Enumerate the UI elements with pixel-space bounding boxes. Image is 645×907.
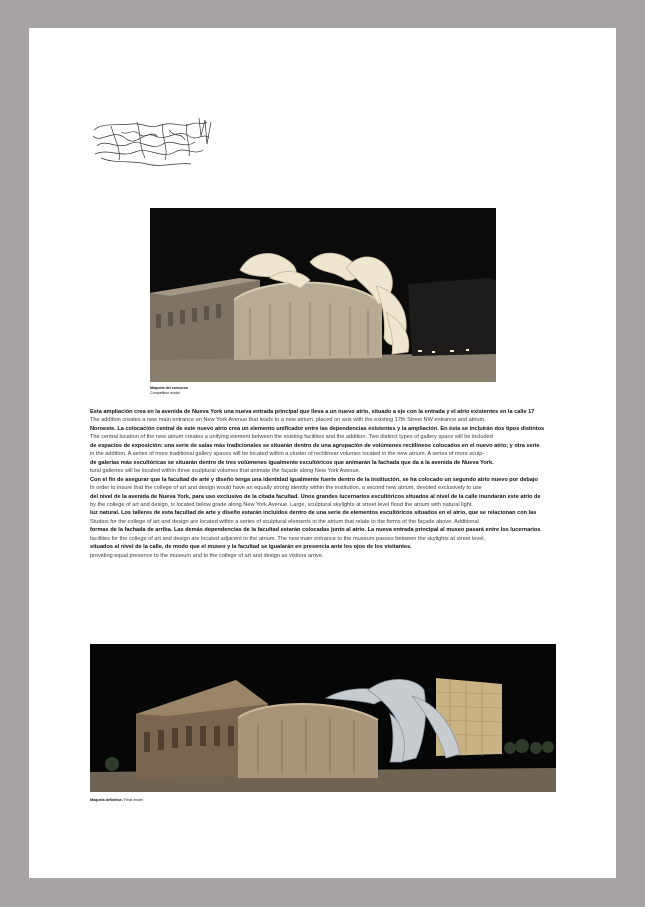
caption-english: Final model [124,798,143,802]
paragraph-spanish: luz natural. Los talleres de esta facultad de arte y diseño estarán incluidos dentro de una serie de elementos escultóricos situados en el atrio, que se relacionan con las [90,510,537,517]
paragraph-english: The central location of the new atrium creates a unifying element between the existing facilities and the addition. Two distinct types of gallery space will be included [90,434,493,441]
paragraph-spanish: Esta ampliación crea en la avenida de Nueva York una nueva entrada principal que lleva a un nuevo atrio, situado a eje con la entrada y el atrio existentes en la calle 17 [90,409,535,415]
body-text [90,408,556,560]
paragraph-english: The addition creates a new main entrance on New York Avenue that leads to a new atrium, placed on axis with the existing 17th Street NW entrance and atrium. [90,417,486,424]
competition-model-caption [150,386,188,395]
caption-english: Competition model [150,390,180,395]
paragraph-english: tural galleries will be located within three sculptural volumes that animate the façade along New York Avenue. [90,468,361,475]
paragraph-spanish: de galerías más escultóricas se situarán dentro de tres volúmenes igualmente escultóricos que animarán la fachada que da a la avenida de Nueva York. [90,459,494,466]
paragraph-spanish: de espacios de exposición: una serie de salas más tradicionales se situarán dentro de una agrupación de volúmenes rectilíneos colocados en el nuevo atrio; y otra serie [90,442,540,449]
paragraph-english: by the college of art and design, is located below grade along New York Avenue. Large, sculptural skylights at street level flood the atrium with natural light. [90,501,473,508]
paragraph-english: facilities for the college of art and design are located adjacent to the atrium. The new main entrance to the museum passes between the skylights at street level, [90,535,486,542]
architect-sketch [91,116,213,174]
paragraph-english: in the addition. A series of more traditional gallery spaces will be located within a cluster of rectilinear volumes located in the new atrium. A series of more sculp- [90,451,485,458]
final-model-photo [90,644,556,792]
paragraph-spanish: Con el fin de asegurar que la facultad de arte y diseño tenga una identidad igualmente fuerte dentro de la institución, se ha colocado un segundo atrio nuevo por debajo [90,476,538,483]
paragraph-english: In order to insure that the college of art and design would have an equally strong identity within the institution, a second new atrium, devoted exclusively to use [90,485,482,492]
paragraph-english: Studios for the college of art and design are located within a series of sculptural elements in the atrium that relate to the forms of the façade above. Additional [90,518,479,525]
paragraph-spanish: del nivel de la avenida de Nueva York, para uso exclusivo de la citada facultad. Unos grandes lucernarios escultóricos situados al nivel de la calle inundarán este atrio de [90,493,541,500]
caption-spanish: Maqueta definitiva [90,798,122,802]
paragraph-spanish: situados al nivel de la calle, de modo que el museo y la facultad se igualarán en presencia ante los ojos de los visitantes. [90,544,412,551]
caption-spanish: Maqueta del concurso [150,386,188,390]
competition-model-photo [150,208,496,382]
caption-separator: / [121,798,125,802]
paragraph-english: providing equal presence to the museum and to the college of art and design as visitors arrive. [90,552,324,559]
paragraph-spanish: formas de la fachada de arriba. Las demás dependencias de la facultad estarán colocadas junto al atrio. La nueva entrada principal al museo pasará entre los lucernarios [90,527,541,534]
document-page [29,28,616,878]
final-model-caption [90,798,143,803]
paragraph-spanish: Noroeste. La colocación central de este nuevo atrio crea un elemento unificador entre las dependencias existentes y la ampliación. En ésta se incluirán dos tipos distintos [90,425,545,432]
